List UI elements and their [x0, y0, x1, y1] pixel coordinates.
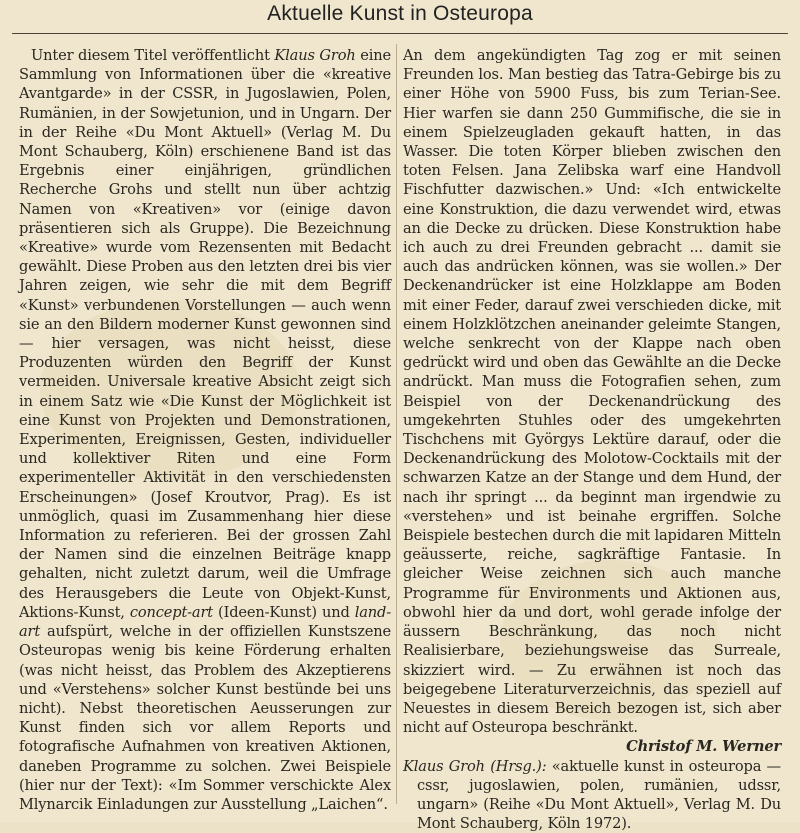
text-span: (Ideen-Kunst) und	[213, 603, 355, 621]
text-span: aufspürt, welche in der offiziellen Kunstszene Osteuropas wenig bis keine Förderung erhalten (was nicht heisst, das Problem des Akzeptierens und «Verstehens» solcher Kunst bestünde bei uns nicht). Nebst theoretischen Aeusserungen zur Kunst finden sich vor allem Reports und fotografische Aufnahmen von kreativen Aktionen, daneben Programme zu solchen. Zwei Beispiele (hier nur der Text): «Im Sommer verschickte Alex Mlynarcik Einladungen zur Ausstellung „Laichen“.	[19, 623, 391, 813]
bibliography-text: «aktuelle kunst in osteuropa — cssr, jugoslawien, polen, rumänien, udssr, ungarn» (Reihe «Du Mont Aktuell», Verlag M. Du Mont Schauberg, Köln 1972).	[417, 757, 781, 833]
right-column	[403, 46, 781, 833]
term-italic: land-art	[19, 603, 391, 641]
left-column	[19, 46, 391, 814]
right-column-paragraph: An dem angekündigten Tag zog er mit seinen Freunden los. Man bestieg das Tatra-Gebirge bis zu einer Höhe von 5900 Fuss, bis zum Terian-See. Hier warfen sie dann 250 Gummifische, die sie in einem Spielzeugladen gekauft hatten, in das Wasser. Die toten Körper blieben zwischen den toten Felsen. Jana Zelibska warf eine Handvoll Fischfutter dazwischen.» Und: «Ich entwickelte eine Konstruktion, die dazu verwendet wird, etwas an die Decke zu drücken. Diese Konstruktion habe ich auch zu drei Freunden gebracht ... damit sie auch das andrücken können, was sie wollen.» Der Deckenandrücker ist eine Holzklappe am Boden mit einer Feder, darauf zwei verschieden dicke, mit einem Holzklötzchen aneinander geleimte Stangen, welche senkrecht von der Klappe nach oben gedrückt wird und oben das Gewählte an die Decke andrückt. Man muss die Fotografien sehen, zum Beispiel von der Deckenandrückung des umgekehrten Stuhles oder des umgekehrten Tischchens mit Györgys Lektüre darauf, oder die Deckenandrückung des Molotow-Cocktails mit der schwarzen Katze an der Stange und dem Hund, der nach ihr springt ... da beginnt man irgendwie zu «verstehen» und ist beinahe ergriffen. Solche Beispiele bestechen durch die mit lapidaren Mitteln geäusserte, reiche, sagkräftige Fantasie. In gleicher Weise zeichnen sich auch manche Programme für Environments und Aktionen aus, obwohl hier da und dort, wohl gerade infolge der äussern Beschränkung, das noch nicht Realisierbare, beziehungsweise das Surreale, skizziert wird. — Zu erwähnen ist noch das beigegebene Literaturverzeichnis, das speziell auf Neuestes in diesem Bereich bezogen ist, sich aber nicht auf Osteuropa beschränkt.	[403, 47, 782, 737]
article-title: Aktuelle Kunst in Osteuropa	[267, 2, 533, 25]
text-span: Unter diesem Titel veröffentlicht	[31, 47, 275, 64]
term-italic: concept-art	[129, 603, 214, 621]
column-divider	[396, 44, 397, 804]
author-signature: Christof M. Werner	[626, 738, 781, 756]
text-span: eine Sammlung von Informationen über die «kreative Avantgarde» in der CSSR, in Jugoslawien, Polen, Rumänien, in der Sowjetunion, und in Ungarn. Der in der Reihe «Du Mont Aktuell» (Verlag M. Du Mont Schauberg, Köln) erschienene Band ist das Ergebnis einer einjährigen, gründlichen Recherche Grohs und stellt nun über achtzig Namen von «Kreativen» vor (einige davon präsentieren sich als Gruppe). Die Bezeichnung «Kreative» wurde vom Rezensenten mit Bedacht gewählt. Diese Proben aus den letzten drei bis vier Jahren zeigen, wie sehr die mit dem Begriff «Kunst» verbundenen Vorstellungen — auch wenn sie an den Bildern moderner Kunst gewonnen sind — hier versagen, was nicht heisst, diese Produzenten würden den Begriff der Kunst vermeiden. Universale kreative Absicht zeigt sich in einem Satz wie «Die Kunst der Möglichkeit ist eine Kunst von Projekten und Demonstrationen, Experimenten, Ereignissen, Gesten, individueller und kollektiver Riten und eine Form experimenteller Aktivität in den verschiedensten Erscheinungen» (Josef Kroutvor, Prag). Es ist unmöglich, quasi im Zusammenhang hier diese Information zu referieren. Bei der grossen Zahl der Namen sind die einzelnen Beiträge knapp gehalten, nicht zuletzt darum, weil die Umfrage des Herausgebers die Leute von Objekt-Kunst, Aktions-Kunst,	[19, 47, 392, 621]
title-rule	[12, 33, 788, 34]
bibliography-editor: Klaus Groh (Hrsg.):	[403, 757, 547, 775]
left-column-paragraph	[19, 46, 391, 814]
author-name-italic: Klaus Groh	[274, 47, 356, 64]
